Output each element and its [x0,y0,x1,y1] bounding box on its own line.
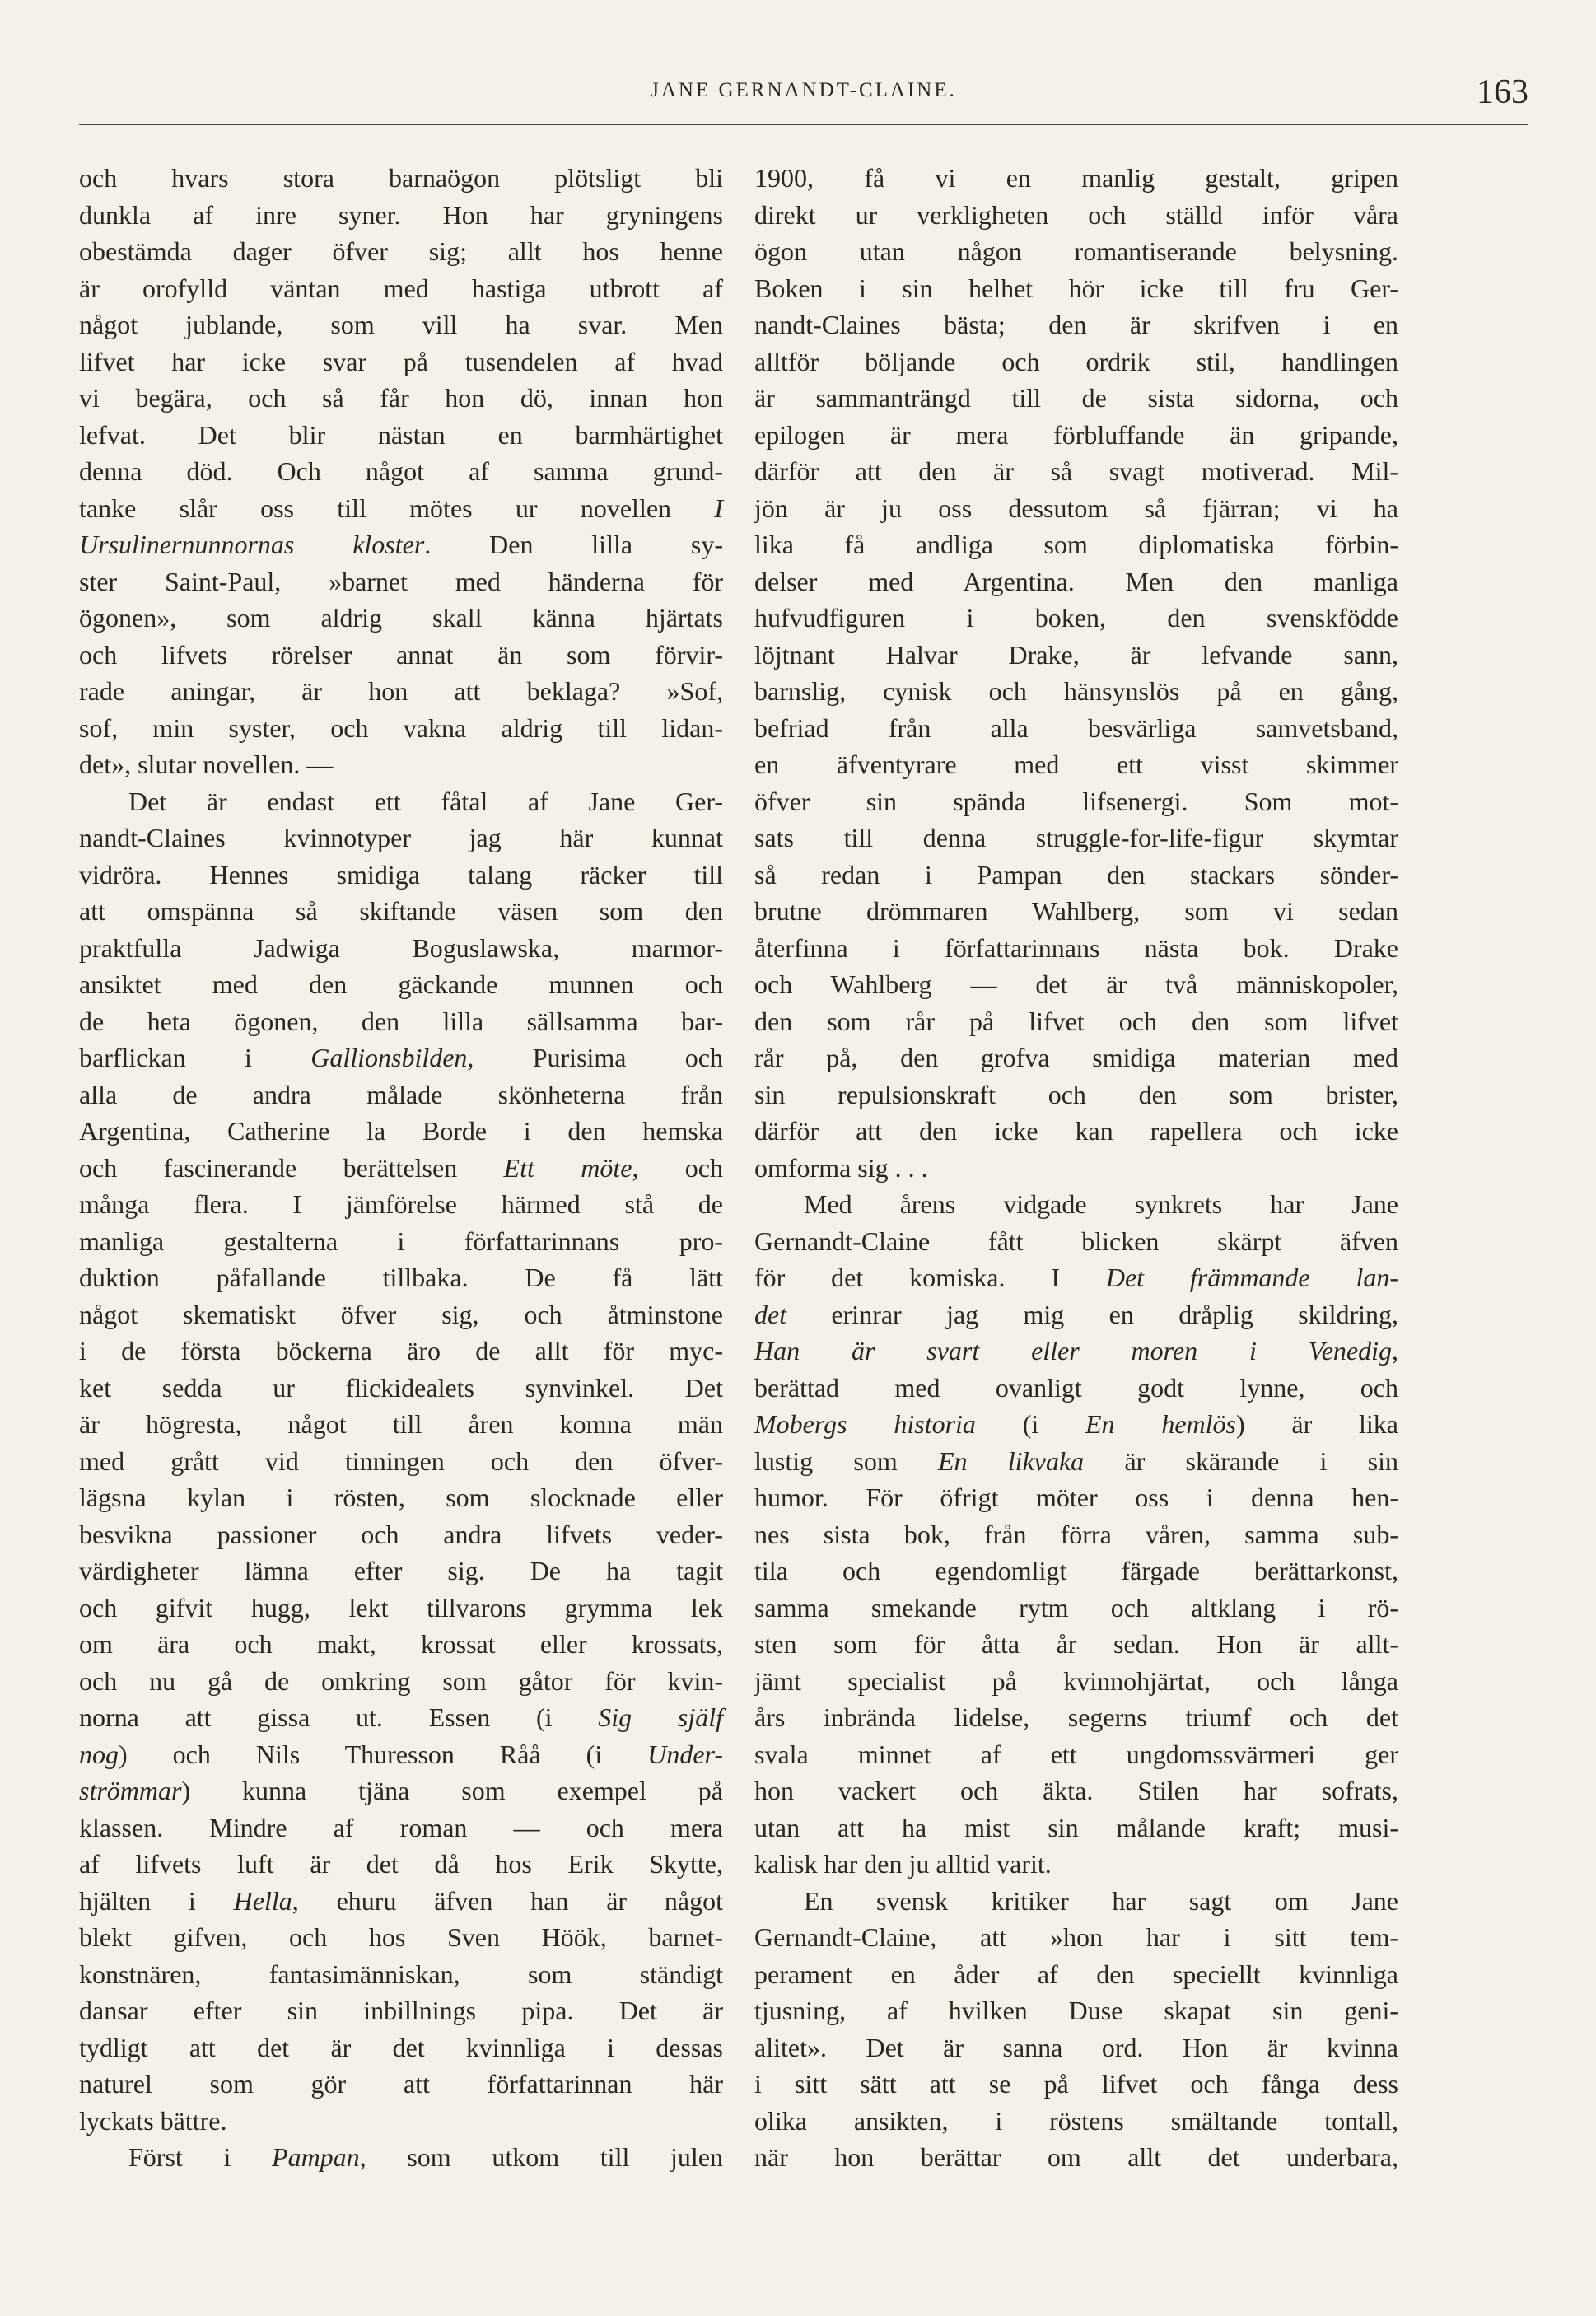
text-line [754,746,1398,783]
text-run: dansar efter sin inbillnings pipa. Det är [79,1996,723,2025]
text-run: om ära och makt, krossat eller krossats, [79,1629,723,1659]
text-line [754,1479,1398,1516]
text-line [754,1846,1398,1883]
text-line [754,1296,1398,1333]
text-line [79,160,723,197]
text-run: utan att ha mist sin målande kraft; musi- [754,1812,1398,1842]
text-run: i sitt sätt att se på lifvet och fånga dess [754,2069,1398,2099]
text-line [79,893,723,930]
text-run: tydligt att det är det kvinnliga i dessas [79,2032,723,2062]
text-run: , [1392,1336,1398,1366]
text-run: och Wahlberg — det är två människopoler, [754,969,1398,999]
text-line [754,1883,1398,1920]
text-line [754,1663,1398,1700]
italic-title: Hella [233,1885,292,1916]
text-line [79,746,723,783]
text-line [754,197,1398,234]
text-run: af lifvets luft är det då hos Erik Skytte, [79,1849,723,1879]
text-line [79,857,723,894]
text-line [754,1736,1398,1773]
text-run: därför att den är så svagt motiverad. Mil- [754,456,1398,486]
text-run: vi begära, och så får hon dö, innan hon [79,383,723,413]
italic-title: Ursulinernunnornas kloster [79,530,425,559]
text-line [754,2066,1398,2103]
text-line [79,819,723,857]
text-run: många flera. I jämförelse härmed stå de [79,1189,723,1219]
text-line [79,1259,723,1296]
text-line [754,1443,1398,1480]
text-run: vidröra. Hennes smidiga talang räcker till [79,859,723,890]
header-rule [79,124,1528,125]
text-run: de heta ögonen, den lilla sällsamma bar- [79,1006,723,1036]
text-run: humor. För öfrigt möter oss i denna hen- [754,1483,1398,1512]
text-run: Argentina, Catherine la Borde i den hemska [79,1116,723,1146]
right-column [754,160,1398,2176]
text-line [79,197,723,234]
text-line [79,1956,723,1993]
text-run: sten som för åtta år sedan. Hon är allt- [754,1629,1398,1659]
text-run: för det komiska. I [754,1263,1106,1292]
text-line [79,2139,723,2176]
text-line [754,417,1398,454]
text-line [79,526,723,563]
text-run: perament en åder af den speciellt kvinnliga [754,1959,1398,1989]
text-run: det», slutar novellen. — [79,749,334,779]
text-line [754,1590,1398,1627]
text-run: jön är ju oss dessutom så fjärran; vi ha [754,493,1398,523]
text-line [79,1370,723,1407]
text-line [79,1590,723,1627]
text-line [754,160,1398,197]
italic-title: Ett möte [503,1152,632,1183]
text-run: värdigheter lämna efter sig. De ha tagit [79,1556,723,1585]
text-line [754,490,1398,527]
text-line [79,563,723,600]
text-line [79,306,723,343]
text-line [754,233,1398,270]
text-run: års inbrända lidelse, segerns triumf och det [754,1702,1398,1732]
text-run: Boken i sin helhet hör icke till fru Ger- [754,273,1398,303]
text-run: och nu gå de omkring som gåtor för kvin- [79,1665,723,1696]
text-run: sats till denna struggle-for-life-figur skymtar [754,823,1398,852]
text-line [754,673,1398,710]
text-line [754,1992,1398,2029]
italic-title: En hemlös [1085,1409,1236,1439]
italic-title: Under- [647,1739,723,1769]
text-line [79,1516,723,1553]
text-line [754,1259,1398,1296]
text-line [754,1186,1398,1223]
text-line [754,1150,1398,1187]
italic-title: I [714,493,723,523]
text-line [754,1076,1398,1114]
text-run: lustig som [754,1445,938,1476]
text-line [754,857,1398,894]
text-line [79,1039,723,1076]
text-run: naturel som gör att författarinnan här [79,2069,723,2099]
italic-title: Mobergs historia [754,1409,976,1439]
text-run: hufvudfiguren i boken, den svenskfödde [754,603,1398,633]
text-line [754,1003,1398,1040]
text-line [79,2103,723,2140]
text-run: rår på, den grofva smidiga materian med [754,1043,1398,1072]
text-line [754,270,1398,307]
text-run: tjusning, af hvilken Duse skapat sin geni- [754,1996,1398,2025]
text-line [754,1039,1398,1076]
page-header [79,72,1528,130]
text-line [754,600,1398,637]
text-line [79,233,723,270]
text-run: direkt ur verkligheten och ställd inför våra [754,199,1398,230]
text-run: ster Saint-Paul, »barnet med händerna för [79,566,723,596]
text-line [79,1113,723,1150]
text-line [754,637,1398,674]
text-run: befriad från alla besvärliga samvetsband, [754,712,1398,743]
text-run: återfinna i författarinnans nästa bok. Drake [754,932,1398,963]
text-run: något jublande, som vill ha svar. Men [79,310,723,339]
text-line [79,1992,723,2029]
text-line [79,1406,723,1443]
text-line [79,417,723,454]
text-line [79,637,723,674]
text-line [79,783,723,820]
text-run: Gernandt-Claine fått blicken skärpt äfven [754,1226,1398,1256]
text-run: alitet». Det är sanna ord. Hon är kvinna [754,2032,1398,2062]
text-line [754,2139,1398,2176]
text-line [79,1846,723,1883]
text-run: ) och Nils Thuresson Råå (i [119,1739,648,1769]
text-run: är skärande i sin [1084,1445,1399,1476]
text-line [754,1553,1398,1590]
text-run: så redan i Pampan den stackars sönder- [754,859,1398,890]
text-line [754,710,1398,747]
text-line [754,343,1398,381]
text-line [79,2066,723,2103]
text-line [79,1003,723,1040]
text-run: lägsna kylan i rösten, som slocknade eller [79,1483,723,1512]
text-run: blekt gifven, och hos Sven Höök, barnet- [79,1922,723,1952]
text-line [79,710,723,747]
text-run: Först i [128,2142,273,2172]
text-run: barflickan i [79,1043,311,1072]
text-run: lefvat. Det blir nästan en barmhärtighet [79,419,723,450]
text-line [79,1736,723,1773]
text-line [754,783,1398,820]
text-run: denna död. Och något af samma grund- [79,456,723,486]
text-run: är orofylld väntan med hastiga utbrott af [79,273,723,303]
text-line [754,1516,1398,1553]
text-run: lifvet har icke svar på tusendelen af hvad [79,346,723,376]
text-run: sin repulsionskraft och den som brister, [754,1079,1398,1109]
text-run: därför att den icke kan rapellera och icke [754,1116,1398,1146]
page-number: 163 [1477,73,1528,111]
text-run: löjtnant Halvar Drake, är lefvande sann, [754,639,1398,670]
text-run: barnslig, cynisk och hänsynslös på en gång, [754,676,1398,706]
text-run: berättad med ovanligt godt lynne, och [754,1372,1398,1403]
text-run: , och [632,1152,723,1183]
text-run: En svensk kritiker har sagt om Jane [804,1885,1398,1916]
text-run: något skematiskt öfver sig, och åtminstone [79,1299,723,1329]
italic-title: Det främmande lan- [1105,1263,1399,1292]
text-run: tila och egendomligt färgade berättarkonst, [754,1556,1398,1585]
text-run: praktfulla Jadwiga Boguslawska, marmor- [79,932,723,963]
text-line [79,380,723,417]
text-line [754,2029,1398,2066]
text-line [754,1956,1398,1993]
text-run: alltför böljande och ordrik stil, handlingen [754,346,1398,376]
text-line [754,1113,1398,1150]
italic-title: Gallionsbilden, [310,1043,474,1072]
text-line [754,526,1398,563]
text-line [754,1406,1398,1443]
text-line [754,2103,1398,2140]
text-line [79,966,723,1003]
text-line [79,1076,723,1114]
text-line [79,600,723,637]
text-run: den som rår på lifvet och den som lifvet [754,1006,1398,1036]
text-line [79,1626,723,1663]
text-line [754,1809,1398,1847]
text-run: 1900, få vi en manlig gestalt, gripen [754,163,1398,193]
text-run: (i [975,1409,1085,1439]
text-line [754,306,1398,343]
text-run: lyckats bättre. [79,2105,227,2136]
text-run: erinrar jag mig en dråplig skildring, [786,1299,1398,1329]
text-run: nes sista bok, från förra våren, samma sub- [754,1519,1398,1549]
text-line [79,1333,723,1370]
text-run: nandt-Claines bästa; den är skrifven i en [754,310,1398,339]
text-run: Gernandt-Claine, att »hon har i sitt tem- [754,1922,1398,1952]
italic-title: En likvaka [937,1445,1085,1476]
text-run: lika få andliga som diplomatiska förbin- [754,530,1398,559]
text-run: och lifvets rörelser annat än som förvir- [79,639,723,670]
text-line [79,270,723,307]
text-line [754,1919,1398,1956]
text-run: olika ansikten, i röstens smältande tontall, [754,2105,1398,2136]
text-line [79,1223,723,1260]
text-line [79,1150,723,1187]
running-title: JANE GERNANDT-CLAINE. [651,79,957,101]
text-line [79,1479,723,1516]
text-line [79,1663,723,1700]
text-run: är sammanträngd till de sista sidorna, och [754,383,1398,413]
text-line [79,453,723,490]
text-run: och hvars stora barnaögon plötsligt bli [79,163,723,193]
text-line [79,930,723,967]
text-run: ) kunna tjäna som exempel på [181,1776,723,1805]
italic-title: strömmar [79,1776,182,1805]
text-run: ögon utan någon romantiserande belysning. [754,236,1398,266]
text-run: norna att gissa ut. Essen (i [79,1702,599,1732]
text-run: obestämda dager öfver sig; allt hos henne [79,236,723,266]
text-line [79,1443,723,1480]
text-run: nandt-Claines kvinnotyper jag här kunnat [79,823,723,852]
text-run: manliga gestalterna i författarinnans pro- [79,1226,723,1256]
text-line [79,1919,723,1956]
text-line [754,1370,1398,1407]
text-run: är högresta, något till åren komna män [79,1409,723,1439]
text-run: konstnären, fantasimänniskan, som ständigt [79,1959,723,1989]
text-line [754,1772,1398,1809]
text-line [754,966,1398,1003]
text-line [754,819,1398,857]
italic-title: nog [79,1739,119,1769]
text-run: ansiktet med den gäckande munnen och [79,969,723,999]
text-run: Det är endast ett fåtal af Jane Ger- [128,786,723,816]
text-run: Med årens vidgade synkrets har Jane [804,1189,1398,1219]
text-run: omforma sig . . . [754,1152,928,1183]
text-run: . Den lilla sy- [424,530,724,559]
italic-title: Han är svart eller moren i Venedig [754,1336,1392,1366]
text-run: öfver sin spända lifsenergi. Som mot- [754,786,1398,816]
text-line [754,1626,1398,1663]
text-line [79,1883,723,1920]
text-run: samma smekande rytm och altklang i rö- [754,1592,1398,1623]
text-run: delser med Argentina. Men den manliga [754,566,1398,596]
text-run: ) är lika [1235,1409,1398,1439]
text-run: svala minnet af ett ungdomssvärmeri ger [754,1739,1398,1769]
text-run: en äfventyrare med ett visst skimmer [754,749,1398,779]
text-line [79,1772,723,1809]
text-line [79,1296,723,1333]
text-line [754,1699,1398,1736]
text-line [79,1809,723,1847]
text-run: hon vackert och äkta. Stilen har sofrats, [754,1776,1398,1805]
text-run: Purisima och [474,1043,724,1072]
text-run: epilogen är mera förbluffande än gripande, [754,419,1398,450]
text-line [79,490,723,527]
text-line [754,563,1398,600]
text-run: klassen. Mindre af roman — och mera [79,1812,723,1842]
text-line [79,343,723,381]
text-run: kalisk har den ju alltid varit. [754,1849,1052,1879]
text-run: brutne drömmaren Wahlberg, som vi sedan [754,896,1398,926]
text-run: dunkla af inre syner. Hon har gryningens [79,199,723,230]
text-run: och gifvit hugg, lekt tillvarons grymma lek [79,1592,723,1623]
text-line [79,1553,723,1590]
italic-title: Pampan [272,2142,360,2172]
text-run: , som utkom till julen [359,2142,723,2172]
text-line [754,1333,1398,1370]
text-line [79,2029,723,2066]
text-line [754,1223,1398,1260]
text-run: ögonen», som aldrig skall känna hjärtats [79,603,723,633]
text-run: , ehuru äfven han är något [292,1885,724,1916]
text-run: och fascinerande berättelsen [79,1152,504,1183]
text-run: med grått vid tinningen och den öfver- [79,1445,723,1476]
text-run: alla de andra målade skönheterna från [79,1079,723,1109]
italic-title: det [754,1299,787,1329]
text-run: rade aningar, är hon att beklaga? »Sof, [79,676,723,706]
text-run: sof, min syster, och vakna aldrig till lidan- [79,712,723,743]
text-run: ket sedda ur flickidealets synvinkel. Det [79,1372,723,1403]
left-column [79,160,723,2176]
text-line [79,1186,723,1223]
text-line [754,930,1398,967]
italic-title: Sig själf [598,1702,724,1732]
text-run: duktion påfallande tillbaka. De få lätt [79,1263,723,1292]
text-run: jämt specialist på kvinnohjärtat, och långa [754,1665,1398,1696]
text-run: tanke slår oss till mötes ur novellen [79,493,715,523]
text-line [79,1699,723,1736]
text-run: besvikna passioner och andra lifvets veder- [79,1519,723,1549]
text-run: att omspänna så skiftande väsen som den [79,896,723,926]
text-line [754,380,1398,417]
text-line [754,893,1398,930]
text-line [79,673,723,710]
text-run: när hon berättar om allt det underbara, [754,2142,1398,2172]
text-run: i de första böckerna äro de allt för myc- [79,1336,723,1366]
text-line [754,453,1398,490]
text-run: hjälten i [79,1885,234,1916]
